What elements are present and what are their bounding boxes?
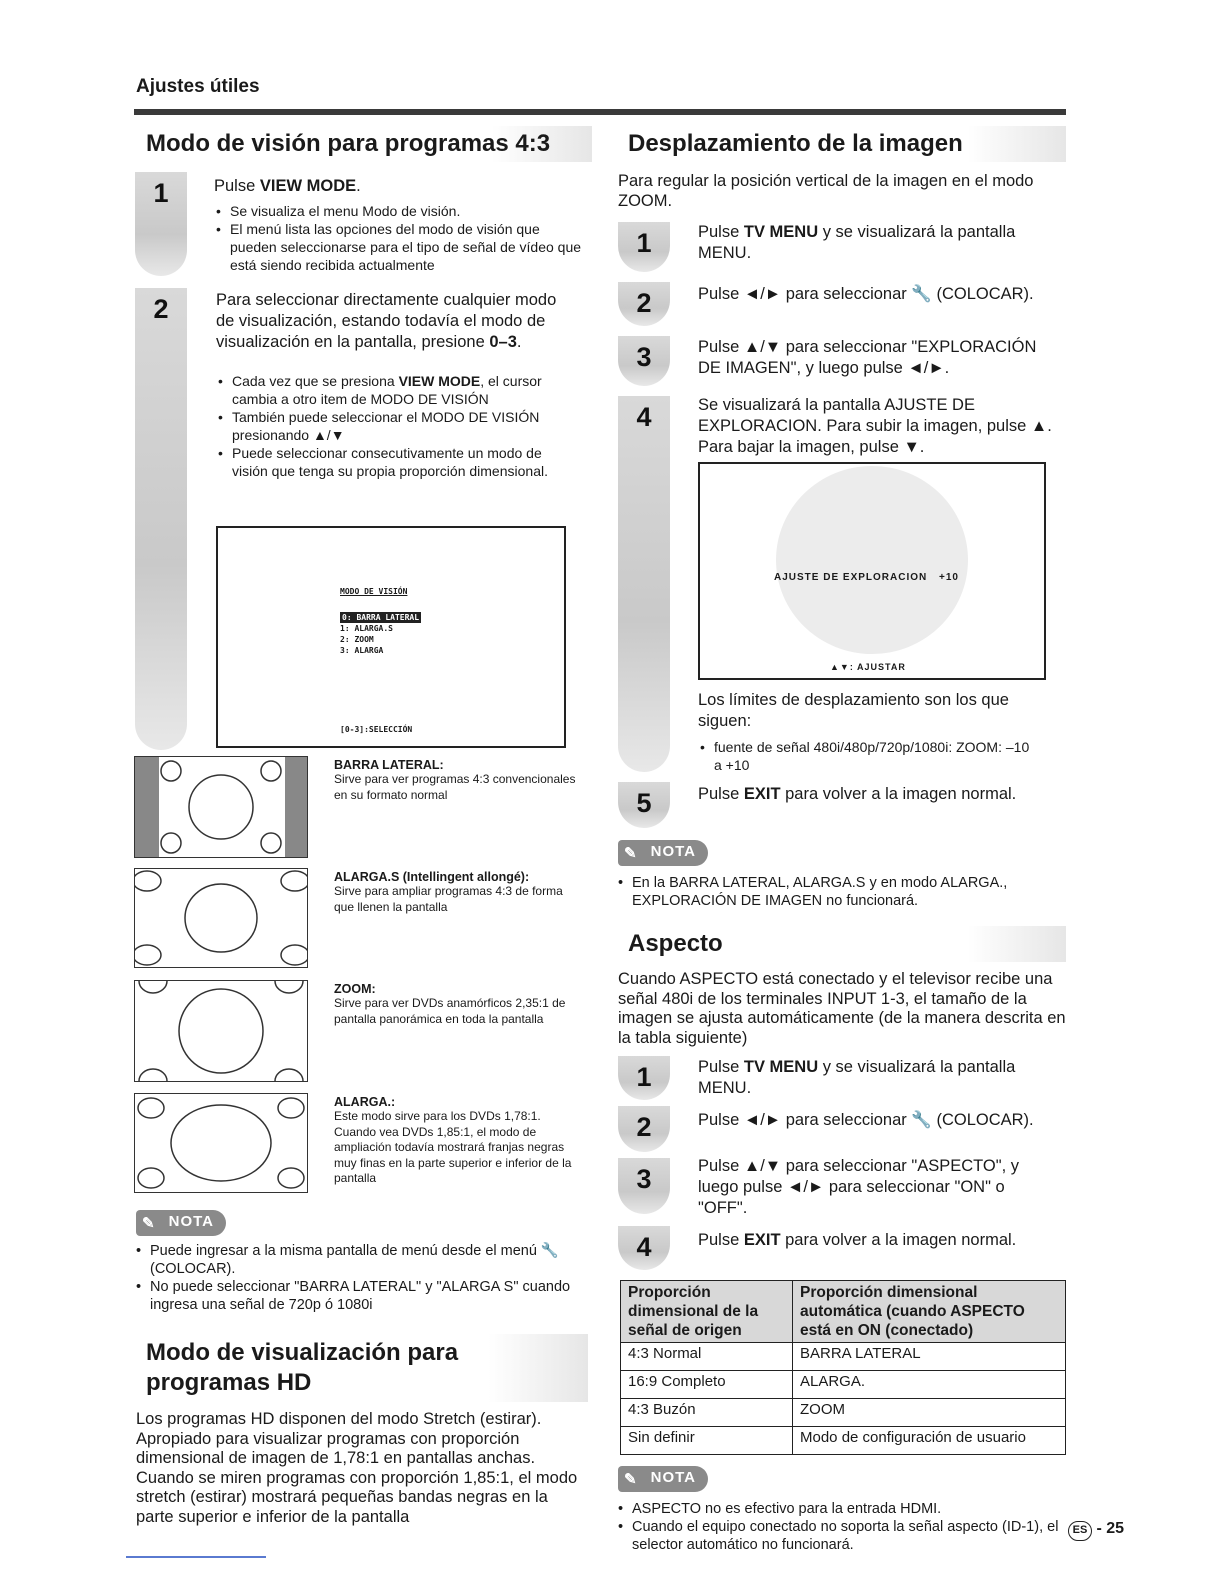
table-header: Proporción dimensional automática (cuando ASPECTO está en ON (conectado) [793,1281,1066,1343]
pencil-icon: ✎ [142,1215,156,1232]
step-2-text: Para seleccionar directamente cualquier modo de visualización, estando todavía el modo de visualización en la pantalla, presione 0–3. [216,291,557,351]
step-1-bullets [216,202,588,274]
list-item: • ASPECTO no es efectivo para la entrada HDMI. [618,1500,1064,1518]
scan-label-row [774,572,959,583]
table-cell: BARRA LATERAL [793,1343,1066,1371]
step-badge-1: 1 [135,172,187,276]
pencil-icon: ✎ [624,845,638,862]
table-cell: ALARGA. [793,1371,1066,1399]
shift-notes [618,874,1048,910]
menu-item: 3: ALARGA [340,646,384,655]
list-item: • Se visualiza el menu Modo de visión. [216,202,588,220]
menu-item-selected: 0: BARRA LATERAL [342,613,420,622]
aspect-step-badge-1: 1 [618,1056,670,1100]
aspect-step-2-text: Pulse ◄/► para seleccionar 🔧 (COLOCAR). [698,1111,1034,1129]
table-row [621,1371,1066,1399]
alarga-diagram [135,1094,307,1192]
hd-mode-body: Los programas HD disponen del modo Stretch (estirar). Apropiado para visualizar programas con proporción dimensional de imagen de 1,78:1 en pantallas anchas. Cuando se miren programas con proporción 1,85:1, el modo stretch (estirar) mostrará pequeñas bandas negras en la parte superior e inferior de la pantalla [136,1410,578,1526]
aspect-intro: Cuando ASPECTO está conectado y el televisor recibe una señal 480i de los terminales INPUT 1-3, el tamaño de la imagen se ajusta automáticamente (de la manera descrita en la tabla siguiente) [618,970,1066,1047]
aspect-notes [618,1500,1064,1554]
shift-intro: Para regular la posición vertical de la imagen en el modo ZOOM. [618,172,1034,210]
shift-step-1-text: Pulse TV MENU y se visualizará la pantalla MENU. [698,223,1016,262]
mode-zoom: ZOOM: Sirve para ver DVDs anamórficos 2,35:1 de pantalla panorámica en toda la pantalla [334,982,566,1026]
zoom-diagram [135,981,307,1081]
nota-badge-shift: ✎ NOTA [618,840,708,866]
shift-title: Desplazamiento de la imagen [618,126,1066,162]
pencil-icon: ✎ [624,1471,638,1488]
mode-alarga: ALARGA.: Este modo sirve para los DVDs 1,78:1. Cuando vea DVDs 1,85:1, el modo de ampliación todavía mostrará franjas negras muy finas en la parte superior e inferior de la pantalla [334,1095,572,1185]
thumb-zoom [134,980,308,1082]
scan-value: +10 [939,572,959,583]
list-item: • En la BARRA LATERAL, ALARGA.S y en modo ALARGA., EXPLORACIÓN DE IMAGEN no funcionará. [618,874,1048,910]
table-cell: Modo de configuración de usuario [793,1427,1066,1455]
aspect-step-1-text: Pulse TV MENU y se visualizará la pantalla MENU. [698,1058,1016,1097]
shift-step-badge-1: 1 [618,222,670,272]
thumb-alarga-s [134,868,308,968]
shift-step-badge-5: 5 [618,782,670,828]
table-header-row [621,1281,1066,1343]
section-label: Ajustes útiles [136,76,260,97]
list-item: • No puede seleccionar "BARRA LATERAL" y "ALARGA S" cuando ingresa una señal de 720p ó 1080i [136,1278,576,1314]
menu-items [340,612,421,656]
thumb-alarga [134,1093,308,1193]
shift-step-3-text: Pulse ▲/▼ para seleccionar "EXPLORACIÓN DE IMAGEN", y luego pulse ◄/►. [698,338,1037,377]
table-cell: 4:3 Buzón [621,1399,793,1427]
step-badge-2: 2 [135,288,187,750]
menu-item: 2: ZOOM [340,635,374,644]
language-badge: ES [1068,1521,1092,1541]
table-row [621,1399,1066,1427]
table-row [621,1343,1066,1371]
aspect-step-4-text: Pulse EXIT para volver a la imagen normal. [698,1231,1017,1249]
aspect-step-3-text: Pulse ▲/▼ para seleccionar "ASPECTO", y luego pulse ◄/► para seleccionar "ON" o "OFF". [698,1157,1020,1217]
step-2-bullets [218,372,580,480]
list-item: • fuente de señal 480i/480p/720p/1080i: ZOOM: –10 a +10 [700,738,1040,774]
scan-adjust-screen [698,462,1046,680]
shift-limits: Los límites de desplazamiento son los que siguen: [698,691,1009,730]
list-item: • Puede ingresar a la misma pantalla de menú desde el menú 🔧 (COLOCAR). [136,1242,576,1278]
table-cell: 4:3 Normal [621,1343,793,1371]
shift-step-2-text: Pulse ◄/► para seleccionar 🔧 (COLOCAR). [698,285,1034,303]
list-item: • Cada vez que se presiona VIEW MODE, el cursor cambia a otro item de MODO DE VISIÓN [218,372,580,408]
aspect-step-badge-3: 3 [618,1158,670,1214]
table-cell: 16:9 Completo [621,1371,793,1399]
footnote-rule [126,1556,266,1558]
nota-badge-left: ✎ NOTA [136,1210,226,1236]
barra-lateral-diagram [135,757,307,857]
mode-barra-lateral: BARRA LATERAL: Sirve para ver programas 4:3 convencionales en su formato normal [334,758,576,802]
list-item: • Cuando el equipo conectado no soporta la señal aspecto (ID-1), el selector automático no funcionará. [618,1518,1064,1554]
nota-badge-aspect: ✎ NOTA [618,1466,708,1492]
page-number: ES - 25 [1068,1520,1124,1541]
shift-step-badge-2: 2 [618,282,670,326]
shift-step-badge-4: 4 [618,396,670,772]
table-cell: ZOOM [793,1399,1066,1427]
alarga-s-diagram [135,869,307,967]
scan-label: AJUSTE DE EXPLORACION [774,572,928,583]
menu-item: 1: ALARGA.S [340,624,393,633]
shift-step-5-text: Pulse EXIT para volver a la imagen normal. [698,785,1017,803]
mode-alarga-s: ALARGA.S (Intellingent allongé): Sirve para ampliar programas 4:3 de forma que llenen la pantalla [334,870,563,914]
shift-limit-bullets [700,738,1040,774]
view-mode-title: Modo de visión para programas 4:3 [136,126,592,162]
menu-footer: [0-3]:SELECCIÓN [340,725,413,734]
shift-step-4-text: Se visualizará la pantalla AJUSTE DE EXPLORACION. Para subir la imagen, pulse ▲. Para bajar la imagen, pulse ▼. [698,396,1052,456]
shift-step-badge-3: 3 [618,336,670,386]
aspect-step-badge-2: 2 [618,1106,670,1152]
table-cell: Sin definir [621,1427,793,1455]
menu-title: MODO DE VISIÓN [340,587,408,596]
list-item: • El menú lista las opciones del modo de visión que pueden seleccionarse para el tipo de señal de vídeo que está siendo recibida actualmente [216,220,588,274]
view-mode-notes [136,1242,576,1314]
hd-mode-title: Modo de visualización para programas HD [136,1334,588,1402]
list-item: • También puede seleccionar el MODO DE VISIÓN presionando ▲/▼ [218,408,580,444]
aspect-step-badge-4: 4 [618,1226,670,1270]
step-1-text: Pulse VIEW MODE. [214,177,361,195]
top-rule [134,109,1066,115]
thumb-barra-lateral [134,756,308,858]
view-mode-menu-screen [216,526,566,748]
list-item: • Puede seleccionar consecutivamente un modo de visión que tenga su propia proporción dimensional. [218,444,580,480]
aspect-table [620,1280,1066,1455]
scan-circle [776,466,968,654]
scan-footer: ▲▼: AJUSTAR [830,662,906,672]
aspect-title: Aspecto [618,926,1066,962]
table-header: Proporción dimensional de la señal de origen [621,1281,793,1343]
table-row [621,1427,1066,1455]
